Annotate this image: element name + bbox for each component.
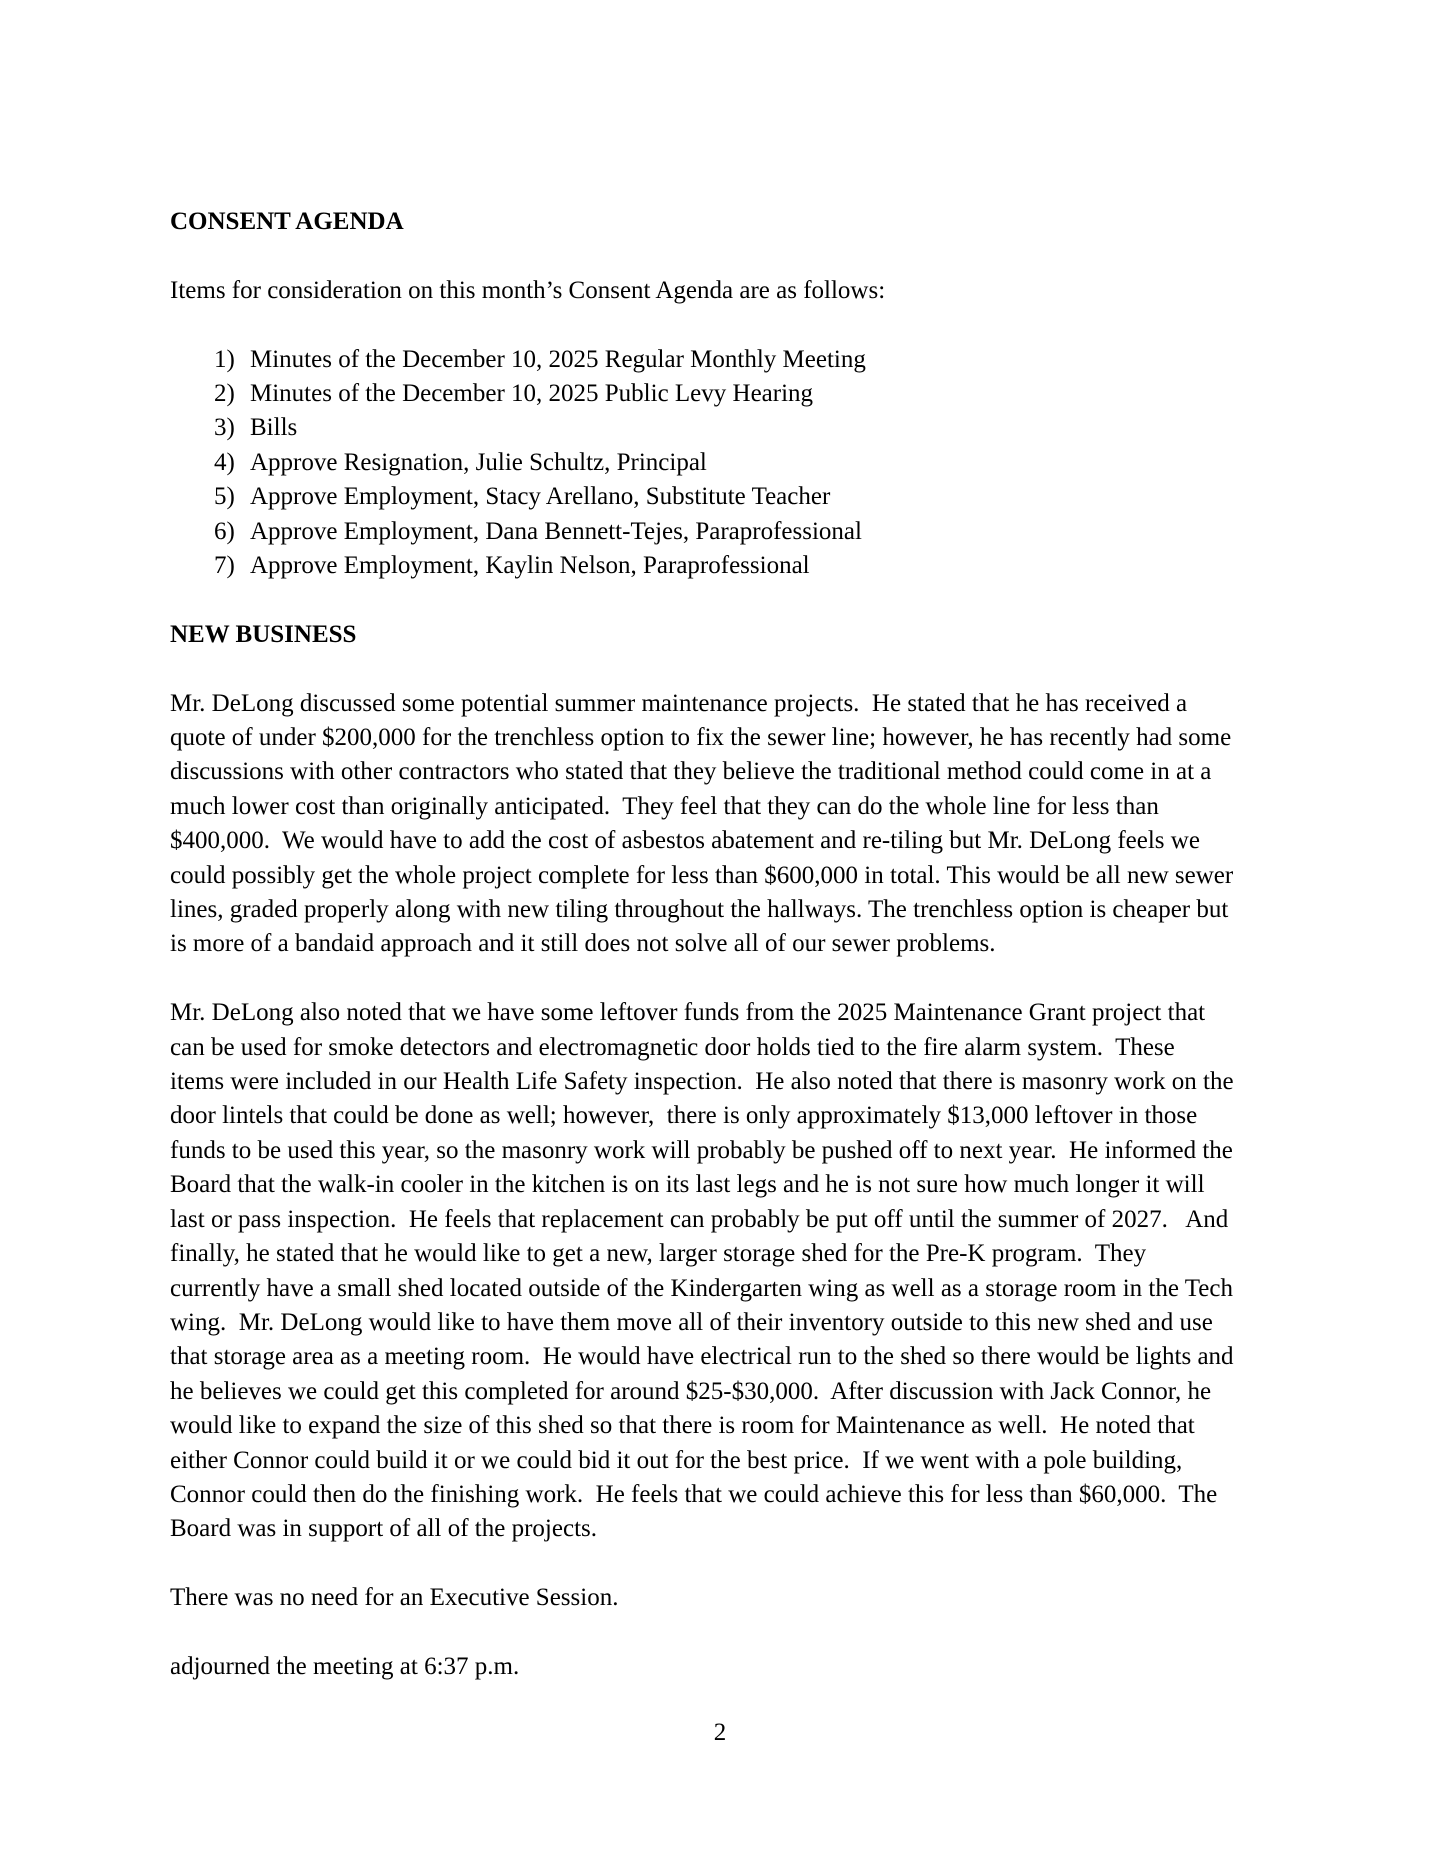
- blank-line: [170, 1616, 1310, 1650]
- adjournment-line: adjourned the meeting at 6:37 p.m.: [170, 1652, 520, 1680]
- consent-agenda-item: [214, 446, 1310, 480]
- blank-line: [170, 308, 1310, 342]
- blank-line: [170, 652, 1310, 686]
- paragraph-line: that storage area as a meeting room. He would have electrical run to the shed so there would be lights and: [170, 1343, 1234, 1371]
- paragraph-line: lines, graded properly along with new tiling throughout the hallways. The trenchless option is cheaper but: [170, 896, 1229, 924]
- item-number: 5): [214, 483, 235, 511]
- item-number: 4): [214, 448, 235, 476]
- consent-agenda-heading: CONSENT AGENDA: [170, 208, 404, 235]
- new-business-heading: NEW BUSINESS: [170, 620, 357, 648]
- paragraph-line: Board that the walk-in cooler in the kitchen is on its last legs and he is not sure how much longer it will: [170, 1171, 1205, 1199]
- paragraph-line: can be used for smoke detectors and electromagnetic door holds tied to the fire alarm system. These: [170, 1033, 1175, 1061]
- paragraph-line: quote of under $200,000 for the trenchless option to fix the sewer line; however, he has recently had some: [170, 724, 1232, 752]
- item-number: 3): [214, 414, 235, 442]
- paragraph-line: much lower cost than originally anticipated. They feel that they can do the whole line for less than: [170, 792, 1159, 820]
- blank-line: [170, 583, 1310, 617]
- consent-agenda-intro: Items for consideration on this month’s Consent Agenda are as follows:: [170, 276, 886, 304]
- paragraph-line: last or pass inspection. He feels that replacement can probably be put off until the summer of 2027. And: [170, 1205, 1229, 1233]
- item-number: 1): [214, 345, 235, 373]
- blank-line: [170, 239, 1310, 273]
- paragraph-line: items were included in our Health Life Safety inspection. He also noted that there is masonry work on the: [170, 1068, 1234, 1096]
- item-text: Approve Employment, Stacy Arellano, Substitute Teacher: [250, 483, 831, 511]
- paragraph-line: currently have a small shed located outside of the Kindergarten wing as well as a storage room in the Tech: [170, 1274, 1233, 1302]
- consent-agenda-item: [214, 549, 1310, 583]
- blank-line: [170, 1547, 1310, 1581]
- paragraph-line: Connor could then do the finishing work. He feels that we could achieve this for less than $60,000. The: [170, 1480, 1218, 1508]
- paragraph-line: he believes we could get this completed for around $25-$30,000. After discussion with Jack Connor, he: [170, 1377, 1212, 1405]
- new-business-paragraph-2: [170, 996, 1310, 1547]
- paragraph-line: Mr. DeLong discussed some potential summer maintenance projects. He stated that he has received a: [170, 689, 1188, 717]
- paragraph-line: would like to expand the size of this shed so that there is room for Maintenance as well. He noted that: [170, 1412, 1195, 1440]
- consent-agenda-item: [214, 411, 1310, 445]
- item-number: 6): [214, 517, 235, 545]
- item-number: 2): [214, 380, 235, 407]
- page-number: 2: [713, 1719, 727, 1746]
- paragraph-line: Board was in support of all of the projects.: [170, 1515, 597, 1543]
- paragraph-line: is more of a bandaid approach and it still does not solve all of our sewer problems.: [170, 930, 996, 958]
- paragraph-line: discussions with other contractors who stated that they believe the traditional method could come in at a: [170, 758, 1212, 786]
- paragraph-line: door lintels that could be done as well; however, there is only approximately $13,000 leftover in those: [170, 1102, 1198, 1130]
- consent-agenda-item: [214, 480, 1310, 514]
- executive-session-line: There was no need for an Executive Session.: [170, 1584, 619, 1612]
- item-number: 7): [214, 552, 235, 580]
- document-body: [170, 205, 1310, 1684]
- paragraph-line: could possibly get the whole project complete for less than $600,000 in total. This would be all new sewer: [170, 861, 1234, 889]
- new-business-paragraph-1: [170, 687, 1310, 962]
- paragraph-line: finally, he stated that he would like to get a new, larger storage shed for the Pre-K program. They: [170, 1240, 1147, 1268]
- item-text: Bills: [250, 414, 298, 442]
- consent-agenda-list: [214, 343, 1310, 584]
- paragraph-line: $400,000. We would have to add the cost of asbestos abatement and re-tiling but Mr. DeLong feels we: [170, 827, 1200, 855]
- consent-agenda-item: [214, 515, 1310, 549]
- item-text: Minutes of the December 10, 2025 Regular Monthly Meeting: [250, 345, 866, 373]
- item-text: Approve Resignation, Julie Schultz, Principal: [250, 448, 707, 476]
- item-text: Approve Employment, Dana Bennett-Tejes, Paraprofessional: [250, 517, 862, 545]
- paragraph-line: Mr. DeLong also noted that we have some leftover funds from the 2025 Maintenance Grant project that: [170, 999, 1206, 1027]
- paragraph-line: either Connor could build it or we could bid it out for the best price. If we went with a pole building,: [170, 1446, 1183, 1474]
- consent-agenda-item: [214, 343, 1310, 377]
- item-text: Approve Employment, Kaylin Nelson, Paraprofessional: [250, 552, 810, 580]
- blank-line: [170, 962, 1310, 996]
- paragraph-line: wing. Mr. DeLong would like to have them move all of their inventory outside to this new shed and use: [170, 1308, 1213, 1336]
- consent-agenda-item: [214, 377, 1310, 411]
- item-text: Minutes of the December 10, 2025 Public Levy Hearing: [250, 380, 814, 407]
- paragraph-line: funds to be used this year, so the masonry work will probably be pushed off to next year. He informed the: [170, 1136, 1233, 1164]
